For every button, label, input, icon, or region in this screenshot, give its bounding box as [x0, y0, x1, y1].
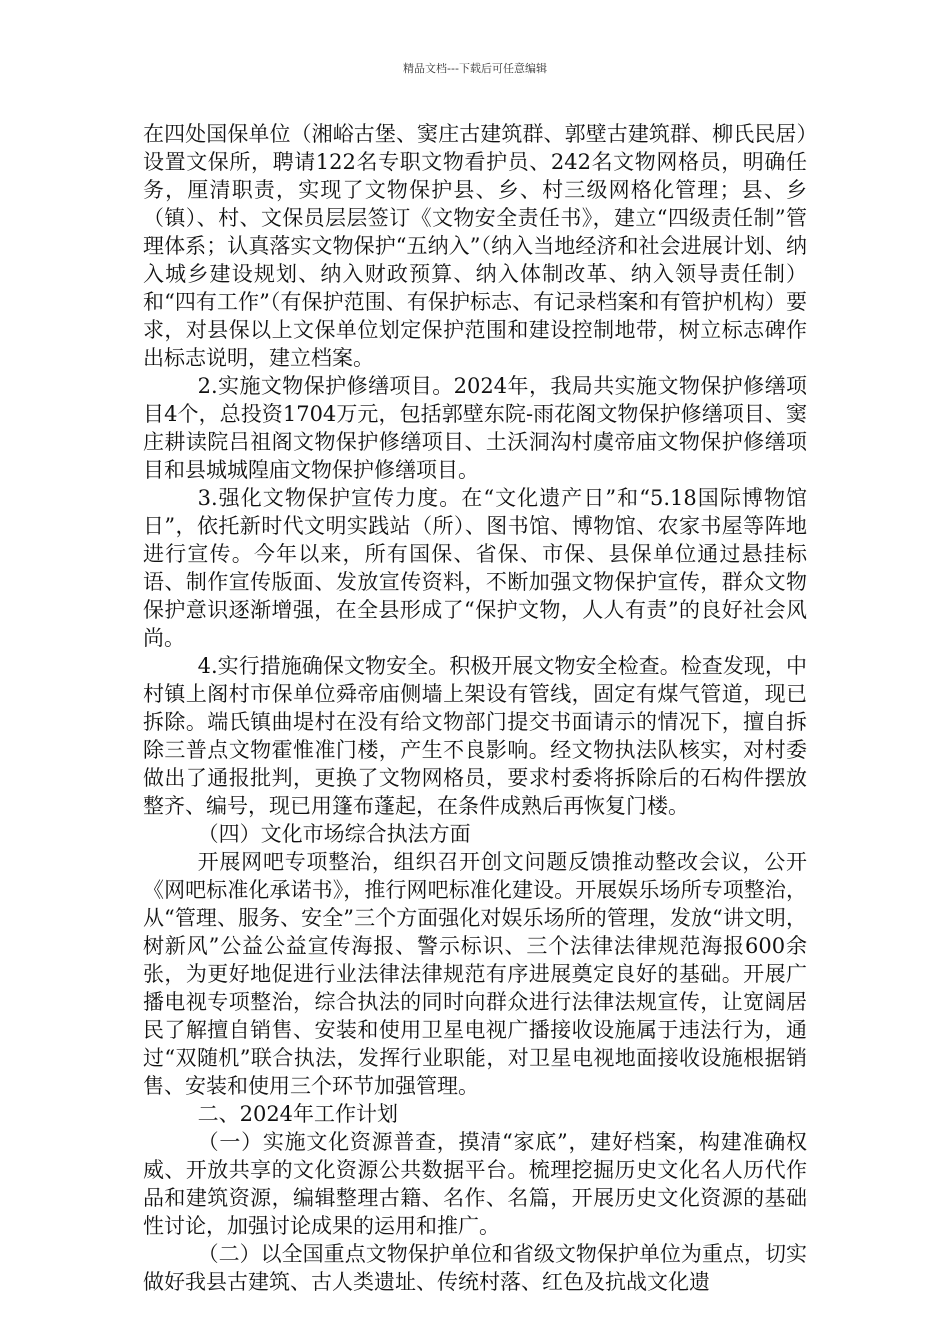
paragraph-7: （二）以全国重点文物保护单位和省级文物保护单位为重点，切实做好我县古建筑、古人类遗址、传统村落、红色及抗战文化遗 — [143, 1242, 807, 1294]
page-header: 精品文档---下载后可任意编辑 — [403, 62, 547, 75]
paragraph-5: 开展网吧专项整治，组织召开创文问题反馈推动整改会议，公开《网吧标准化承诺书》，推行网吧标准化建设。开展娱乐场所专项整治，从“管理、服务、安全”三个方面强化对娱乐场所的管理，发放“讲文明，树新风”公益公益宣传海报、警示标识、三个法律法律规范海报600余张，为更好地促进行业法律法律规范有序进展奠定良好的基础。开展广播电视专项整治，综合执法的同时向群众进行法律法规宣传，让宽阔居民了解擅自销售、安装和使用卫星电视广播接收设施属于违法行为，通过“双随机”联合执法，发挥行业职能，对卫星电视地面接收设施根据销售、安装和使用三个环节加强管理。 — [143, 850, 807, 1098]
paragraph-6: （一）实施文化资源普查，摸清“家底”，建好档案，构建准确权威、开放共享的文化资源公共数据平台。梳理挖掘历史文化名人历代作品和建筑资源，编辑整理古籍、名作、名篇，开展历史文化资源的基础性讨论，加强讨论成果的运用和推广。 — [143, 1130, 807, 1238]
paragraph-3: 3.强化文物保护宣传力度。在“文化遗产日”和“5.18国际博物馆日”，依托新时代文明实践站（所）、图书馆、博物馆、农家书屋等阵地进行宣传。今年以来，所有国保、省保、市保、县保单位通过悬挂标语、制作宣传版面、发放宣传资料，不断加强文物保护宣传，群众文物保护意识逐渐增强，在全县形成了“保护文物，人人有责”的良好社会风尚。 — [143, 486, 807, 650]
document-body — [143, 120, 807, 1296]
section-heading-plan: 二、2024年工作计划 — [197, 1102, 399, 1126]
paragraph-1: 在四处国保单位（湘峪古堡、窦庄古建筑群、郭壁古建筑群、柳氏民居）设置文保所，聘请122名专职文物看护员、242名文物网格员，明确任务，厘清职责，实现了文物保护县、乡、村三级网格化管理；县、乡（镇）、村、文保员层层签订《文物安全责任书》，建立“四级责任制”管理体系；认真落实文物保护“五纳入”（纳入当地经济和社会进展计划、纳入城乡建设规划、纳入财政预算、纳入体制改革、纳入领导责任制）和“四有工作”（有保护范围、有保护标志、有记录档案和有管护机构）要求，对县保以上文保单位划定保护范围和建设控制地带，树立标志碑作出标志说明，建立档案。 — [143, 122, 807, 370]
section-heading-4: （四）文化市场综合执法方面 — [197, 822, 471, 846]
paragraph-4: 4.实行措施确保文物安全。积极开展文物安全检查。检查发现，中村镇上阁村市保单位舜帝庙侧墙上架设有管线，固定有煤气管道，现已拆除。端氏镇曲堤村在没有给文物部门提交书面请示的情况下，擅自拆除三普点文物霍惟准门楼，产生不良影响。经文物执法队核实，对村委做出了通报批判，更换了文物网格员，要求村委将拆除后的石构件摆放整齐、编号，现已用篷布蓬起，在条件成熟后再恢复门楼。 — [143, 654, 807, 818]
paragraph-2: 2.实施文物保护修缮项目。2024年，我局共实施文物保护修缮项目4个，总投资1704万元，包括郭壁东院-雨花阁文物保护修缮项目、窦庄耕读院吕祖阁文物保护修缮项目、土沃洞沟村虞帝庙文物保护修缮项目和县城城隍庙文物保护修缮项目。 — [143, 374, 807, 482]
